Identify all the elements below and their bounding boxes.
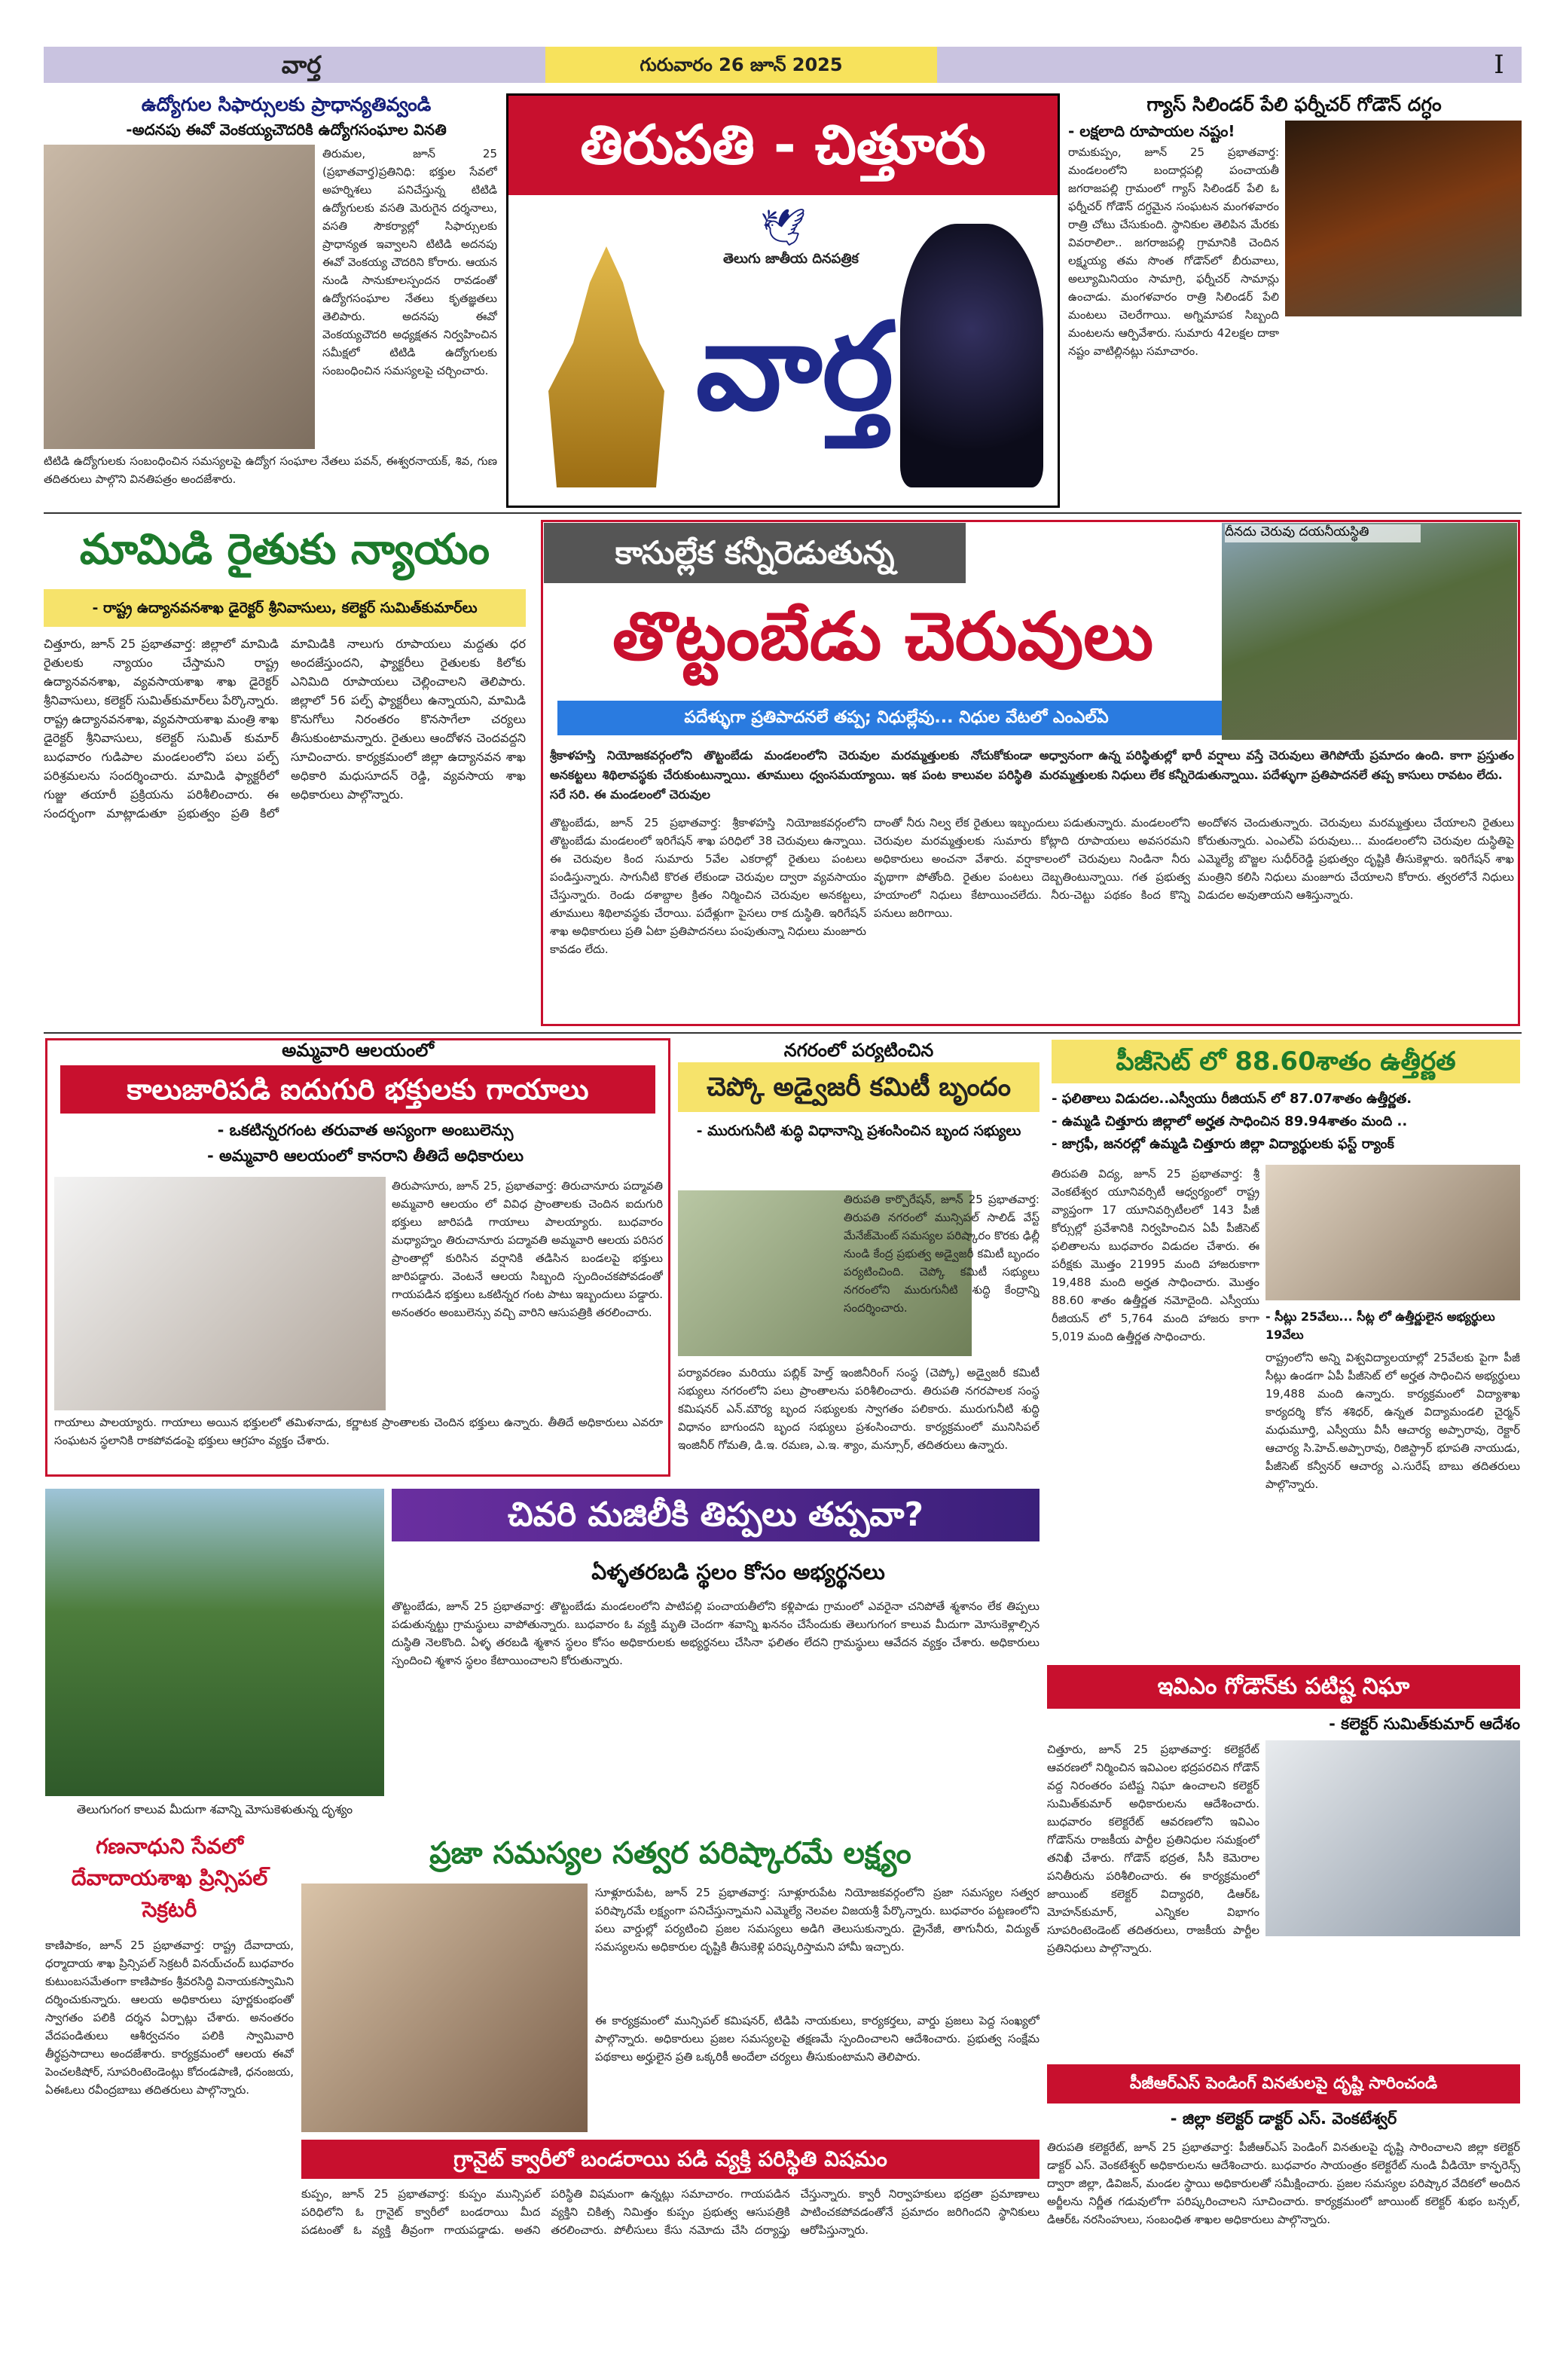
story4-intro2: అధ్వానంగా ఉన్న పరిస్థితుల్లో భారీ వర్షాలు వస్తే చెరువులు తెగిపోయే ప్రమాదం ఉంది. కాగా ప్రస్తుతం మరమ్మత్తులకు నిధులు లేక కన్నీరెడుతున్నాయి. పదేళ్ళుగా ప్రతిపాదనలే తప్ప కాసులు రావటం లేదు. — [1040, 748, 1514, 782]
story7-bullet2: - ఉమ్మడి చిత్తూరు జిల్లాలో అర్హత సాధించిన 89.94శాతం మంది .. — [1052, 1114, 1408, 1129]
divider — [44, 1032, 1522, 1034]
story10-subhead: - జిల్లా కలెక్టర్ డాక్టర్ ఎస్. వెంకటేశ్వర్ — [1170, 2110, 1397, 2128]
page-number: I — [1494, 50, 1504, 80]
story6-bullet: - మురుగునీటి శుద్ధి విధానాన్ని ప్రశంసించిన బృంద సభ్యులు — [696, 1123, 1021, 1139]
divider — [44, 512, 1522, 514]
story7-bullet1: - ఫలితాలు విడుదల..ఎస్వీయు రీజియన్ లో 87.07శాతం ఉత్తీర్ణత. — [1052, 1091, 1412, 1107]
story4-headline: తొట్టంబేడు చెరువులు — [612, 597, 1154, 675]
story5-bullet1: - ఒకటిన్నరగంట తరువాత అస్యంగా అంబులెన్సు — [217, 1121, 514, 1139]
deity-image — [900, 224, 1043, 487]
header-date: గురువారం 26 జూన్ 2025 — [545, 47, 937, 83]
story8-headline: చివరి మజిలీకి తిప్పలు తప్పవా? — [392, 1489, 1040, 1541]
story7-bullet3: - జాగ్రఫీ, జనరల్లో ఉమ్మడి చిత్తూరు జిల్లా విద్యార్థులకు ఫస్ట్ ర్యాంక్ — [1052, 1136, 1394, 1152]
masthead-tagline: తెలుగు జాతీయ దినపత్రిక — [723, 251, 859, 267]
story3-subhead: - రాష్ట్ర ఉద్యానవనశాఖ డైరెక్టర్ శ్రీనివాసులు, కలెక్టర్ సుమిత్‌కుమార్‌లు — [44, 589, 526, 627]
story9-body: చిత్తూరు, జూన్ 25 ప్రభాతవార్త: కలెక్టరేట్ ఆవరణలో నిర్మించిన ఇవిఎంల భద్రపరచిన గోడౌన్ వద్ద నిరంతరం పటిష్ట నిఘా ఉంచాలని కలెక్టర్ సుమిత్‌కుమార్ అధికారులను ఆదేశించారు. బుధవారం కలెక్టరేట్ ఆవరణలోని ఇవిఎం గోడౌన్‌ను రాజకీయ పార్టీల ప్రతినిధుల సమక్షంలో తనిఖీ చేశారు. గోడౌన్ భద్రత, సీసీ కెమెరాల పనితీరును పరిశీలించారు. ఈ కార్యక్రమంలో జాయింట్ కలెక్టర్ విద్యాధరి, డిఆర్‌ఓ మోహన్‌కుమార్, ఎన్నికల విభాగం సూపరింటెండెంట్ తదితరులు, రాజకీయ పార్టీల ప్రతినిధులు పాల్గొన్నారు. — [1047, 1743, 1259, 1955]
story9-photo — [1265, 1740, 1520, 1936]
story7-body2: రాష్ట్రంలోని అన్ని విశ్వవిద్యాలయాల్లో 25వేలకు పైగా పీజీ సీట్లు ఉండగా ఏపీ పీజీసెట్ లో అర్హత సాధించిన అభ్యర్థులు 19,488 మంది ఉన్నారు. కార్యక్రమంలో విద్యాశాఖ కార్యదర్శి కోన శశిధర్, ఉన్నత విద్యామండలి చైర్మన్ మధుమూర్తి, ఎస్వీయు వీసీ ఆచార్య అప్పారావు, రెక్టార్ ఆచార్య సి.హెచ్.అప్పారావు, రిజిస్ట్రార్ భూపతి నాయుడు, పీజీసెట్ కన్వీనర్ ఆచార్య ఎ.సురేష్ బాబు తదితరులు పాల్గొన్నారు. — [1265, 1351, 1520, 1491]
story4-photo-caption: దీనదు చెరువు దయనీయస్థితి — [1225, 524, 1421, 542]
dove-logo-icon: 🕊 — [760, 206, 807, 249]
story1-body2: టిటిడి ఉద్యోగులకు సంబంధించిన సమస్యలపై ఉద్యోగ సంఘాల నేతలు పవన్, ఈశ్వరనాయక్, శివ, గుణ తదితరులు పాల్గొని వినతిపత్రం అందజేశారు. — [44, 454, 497, 486]
story6-label: నగరంలో పర్యటించిన — [783, 1040, 934, 1061]
story3-body: చిత్తూరు, జూన్ 25 ప్రభాతవార్త: జిల్లాలో మామిడి రైతులకు న్యాయం చేస్తామని రాష్ట్ర ఉద్యానవనశాఖ, వ్యవసాయశాఖ శాఖ డైరెక్టర్ శ్రీనివాసులు, కలెక్టర్ సుమిత్‌కుమార్‌లు పేర్కొన్నారు. రాష్ట్ర ఉద్యానవనశాఖ, వ్యవసాయశాఖ మంత్రి శాఖ డైరెక్టర్ శ్రీనివాసులు, కలెక్టర్ సుమిత్ కుమార్ బుధవారం గుడిపాల మండలంలోని పలు పల్ప్ పరిశ్రమలను సందర్శించారు. మామిడి ఫ్యాక్టరీలో గుజ్జు తయారీ ప్రక్రియను పరిశీలించారు. ఈ సందర్భంగా మాట్లాడుతూ ప్రభుత్వం ప్రతి కిలో మామిడికి నాలుగు రూపాయలు మద్దతు ధర అందజేస్తుందని, ఫ్యాక్టరీలు రైతులకు కిలోకు ఎనిమిది రూపాయలు చెల్లించాలని తెలిపారు. జిల్లాలో 56 పల్ప్ ఫ్యాక్టరీలు ఉన్నాయని, మామిడి కొనుగోలు నిరంతరం కొనసాగేలా చర్యలు తీసుకుంటామన్నారు. రైతులు ఆందోళన చెందవద్దని సూచించారు. కార్యక్రమంలో జిల్లా ఉద్యానవన శాఖ అధికారి మధుసూదన్ రెడ్డి, వ్యవసాయ శాఖ అధికారులు పాల్గొన్నారు. — [44, 637, 526, 820]
masthead-region-title: తిరుపతి - చిత్తూరు — [580, 113, 986, 176]
story2-subhead: - లక్షలాది రూపాయల నష్టం! — [1068, 122, 1235, 140]
story12-headline: ప్రజా సమస్యల సత్వర పరిష్కారమే లక్ష్యం — [429, 1836, 911, 1871]
story11-body: కాణిపాకం, జూన్ 25 ప్రభాతవార్త: రాష్ట్ర దేవాదాయ, ధర్మాదాయ శాఖ ప్రిన్సిపల్ సెక్రటరీ వినయ్‌చంద్ బుధవారం కుటుంబసమేతంగా కాణిపాకం శ్రీవరసిద్ధి వినాయకస్వామిని దర్శించుకున్నారు. ఆలయ అధికారులు పూర్ణకుంభంతో స్వాగతం పలికి దర్శన ఏర్పాట్లు చేశారు. అనంతరం వేదపండితులు ఆశీర్వచనం పలికి స్వామివారి తీర్థప్రసాదాలు అందజేశారు. కార్యక్రమంలో ఆలయ ఈవో పెంచలకిషోర్, సూపరింటెండెంట్లు కోదండపాణి, ధనంజయ, ఏఈఓలు రవీంద్రబాబు తదితరులు పాల్గొన్నారు. — [45, 1939, 294, 2097]
story7-body: తిరుపతి విద్య, జూన్ 25 ప్రభాతవార్త: శ్రీ వెంకటేశ్వర యూనివర్సిటీ ఆధ్వర్యంలో రాష్ట్ర వ్యాప్తంగా 17 యూనివర్సిటీలలో 143 పీజీ కోర్సుల్లో ప్రవేశానికి నిర్వహించిన ఏపీ పీజీసెట్ ఫలితాలను బుధవారం విడుదల చేశారు. ఈ పరీక్షకు మొత్తం 21995 మంది హాజరుకాగా 19,488 మంది అర్హత సాధించారు. మొత్తం 88.60 శాతం ఉత్తీర్ణత నమోదైంది. ఎస్వీయు రీజియన్ లో 5,764 మంది హాజరు కాగా 5,019 మంది ఉత్తీర్ణత సాధించారు. — [1052, 1167, 1259, 1343]
story8-subhead: ఏళ్ళతరబడి స్థలం కోసం అభ్యర్థనలు — [591, 1560, 885, 1584]
story12-body2: ఈ కార్యక్రమంలో మున్సిపల్ కమిషనర్, టిడిపి నాయకులు, కార్యకర్తలు, వార్డు ప్రజలు పెద్ద సంఖ్యలో పాల్గొన్నారు. అధికారులు ప్రజల సమస్యలపై తక్షణమే స్పందించాలని ఆదేశించారు. ప్రభుత్వ సంక్షేమ పథకాలు అర్హులైన ప్రతి ఒక్కరికీ అందేలా చర్యలు తీసుకుంటామని తెలిపారు. — [595, 2014, 1040, 2064]
temple-gopuram — [524, 246, 689, 487]
story5-body: తిరుపాసూరు, జూన్ 25, ప్రభాతవార్త: తిరుచానూరు పద్మావతి అమ్మవారి ఆలయం లో వివిధ ప్రాంతాలకు చెందిన ఐదుగురి భక్తులు జారిపడి గాయాలు పాలయ్యారు. బుధవారం మధ్యాహ్నం తిరుచానూరు పద్మావతి అమ్మవారి ఆలయ పరిసర ప్రాంతాల్లో కురిసిన వర్షానికి తడిసిన బండలపై భక్తులు జారిపడ్డారు. వెంటనే ఆలయ సిబ్బంది స్పందించకపోవడంతో గాయపడిన భక్తులు ఒకటిన్నర గంట పాటు ఇబ్బందులు పడ్డారు. అనంతరం అంబులెన్సు వచ్చి వారిని ఆసుపత్రికి తరలించారు. — [392, 1179, 663, 1319]
story4-kicker: కాసుల్లేక కన్నీరెడుతున్న — [544, 523, 966, 583]
story9-subhead: - కలెక్టర్ సుమిత్‌కుమార్ ఆదేశం — [1329, 1715, 1520, 1733]
story6-headline: చెప్కో అడ్వైజరీ కమిటీ బృందం — [678, 1062, 1040, 1112]
story10-headline: పీజీఆర్ఎస్ పెండింగ్ వినతులపై దృష్టి సారించండి — [1047, 2064, 1520, 2104]
story4-body2: దాంతో నీరు నిల్వ లేక రైతులు ఇబ్బందులు పడుతున్నారు. మండలంలోని చెరువుల మరమ్మత్తులకు సుమారు కోట్లాది రూపాయలు అవసరమని అధికారులు అంచనా వేశారు. వర్షాకాలంలో చెరువులు నిండినా నీరు వృథాగా పోతోంది. రైతుల పంటలు దెబ్బతింటున్నాయి. గత ప్రభుత్వ హయాంలో నిధులు కేటాయించలేదు. నీరు-చెట్టు పథకం కింద కొన్ని పనులు జరిగాయి. — [874, 816, 1190, 920]
story4-body3: అందోళన చెందుతున్నారు. చెరువులు మరమ్మత్తులు చేయాలని రైతులు కోరుతున్నారు. ఎంఎల్‌ఏ పరువులు... మండలంలోని చెరువుల దుస్థితిపై ఎమ్మెల్యే బొజ్జల సుధీర్‌రెడ్డి ప్రభుత్వం దృష్టికి తీసుకెళ్లారు. ఇరిగేషన్ శాఖ మంత్రిని కలిసి నిధులు మంజూరు చేయాలని కోరారు. త్వరలోనే నిధులు విడుదల అవుతాయని ఆశిస్తున్నారు. — [1198, 816, 1514, 902]
story12-body: సూళ్లూరుపేట, జూన్ 25 ప్రభాతవార్త: సూళ్లూరుపేట నియోజకవర్గంలోని ప్రజా సమస్యల సత్వర పరిష్కారమే లక్ష్యంగా పనిచేస్తున్నామని ఎమ్మెల్యే నెలవల విజయశ్రీ పేర్కొన్నారు. బుధవారం పట్టణంలోని పలు వార్డుల్లో పర్యటించి ప్రజల సమస్యలు అడిగి తెలుసుకున్నారు. డ్రైనేజీ, తాగునీరు, విద్యుత్ సమస్యలను అధికారుల దృష్టికి తీసుకెళ్లి పరిష్కరిస్తామని హామీ ఇచ్చారు. — [595, 1886, 1040, 1954]
story8-canal-photo — [45, 1489, 384, 1796]
story4-deck: పదేళ్ళుగా ప్రతిపాదనలే తప్ప; నిధుల్లేవు... నిధుల వేటలో ఎంఎల్ఏ — [557, 701, 1235, 735]
story12-photo — [301, 1884, 588, 2132]
story5-ambulance-photo — [54, 1177, 386, 1410]
story5-body2: గాయాలు పాలయ్యారు. గాయాలు అయిన భక్తులలో తమిళనాడు, కర్ణాటక ప్రాంతాలకు చెందిన భక్తులు ఉన్నారు. తీతిదే అధికారులు ఎవరూ సంఘటన స్థలానికి రాకపోవడంపై భక్తులు ఆగ్రహం వ్యక్తం చేశారు. — [54, 1416, 663, 1447]
story7-headline: పీజీసెట్ లో 88.60శాతం ఉత్తీర్ణత — [1052, 1040, 1520, 1083]
story3-headline: మామిడి రైతుకు న్యాయం — [79, 525, 490, 574]
story7-sub2: - సీట్లు 25వేలు... సీట్ల లో ఉత్తీర్ణులైన అభ్యర్థులు 19వేలు — [1265, 1309, 1495, 1342]
story4-intro: శ్రీకాళహస్తి నియోజకవర్గంలోని తొట్టంబేడు మండలంలోని చెరువుల మరమ్మత్తులకు నోచుకోకుండా అనకట్టలు శిథిలావస్థకు చేరుకుంటున్నాయి. తూములు ధ్వంసమయ్యాయి. ఇక పంట కాలువల పరిస్థితి సరే సరి. ఈ మండలంలో చెరువుల — [550, 748, 1032, 802]
story1-subhead: -అదనపు ఈవో వెంకయ్యచౌదరికి ఉద్యోగసంఘాల వినతి — [126, 121, 447, 139]
story1-body: తిరుమల, జూన్ 25 (ప్రభాతవార్త)ప్రతినిధి: భక్తుల సేవలో అహర్నిశలు పనిచేస్తున్న టిటిడి ఉద్యోగులకు వసతి మెరుగైన దర్శనాలు, వసతి సౌకర్యాల్లో సిఫార్సులకు ప్రాధాన్యత ఇవ్వాలని టిటిడి అదనపు ఈవో వెంకయ్య చౌదరిని కోరారు. ఆయన నుండి సానుకూలస్పందన రావడంతో ఉద్యోగసంఘాల నేతలు కృతజ్ఞతలు తెలిపారు. అదనపు ఈవో వెంకయ్యచౌదరి అధ్యక్షతన నిర్వహించిన సమీక్షలో టిటిడి ఉద్యోగులకు సంబంధించిన సమస్యలపై చర్చించారు. — [322, 147, 497, 377]
story6-body: తిరుపతి కార్పొరేషన్, జూన్ 25 ప్రభాతవార్త: తిరుపతి నగరంలో మున్సిపల్ సాలిడ్ వేస్ట్ మేనేజ్‌మెంట్ సమస్యల పరిష్కారం కొరకు ఢిల్లీ నుండి కేంద్ర ప్రభుత్వ అడ్వైజరీ కమిటీ బృందం పర్యటించింది. చెప్కో కమిటీ సభ్యులు నగరంలోని మురుగునీటి శుద్ధి కేంద్రాన్ని సందర్శించారు. — [844, 1193, 1040, 1315]
story4-pond-photo — [1222, 523, 1517, 740]
story2-headline: గ్యాస్ సిలిండర్ పేలి ఫర్నీచర్ గోడౌన్ దగ్ధం — [1146, 93, 1442, 115]
story5-bullet2: - అమ్మవారి ఆలయంలో కానరాని తీతిదే అధికారులు — [206, 1147, 524, 1165]
story7-photo — [1265, 1165, 1520, 1300]
story5-headline: కాలుజారిపడి ఐదుగురి భక్తులకు గాయాలు — [60, 1065, 655, 1114]
story11-headline: గణనాధుని సేవలో దేవాదాయశాఖ ప్రిన్సిపల్ సెక్రటరీ — [71, 1834, 268, 1922]
masthead-logo: వార్త — [695, 296, 894, 437]
story2-body: రామకుప్పం, జూన్ 25 ప్రభాతవార్త: మండలంలోని బందార్లపల్లి పంచాయతీ జగరాజపల్లి గ్రామంలో గ్యాస్ సిలిండర్ పేలి ఓ ఫర్నీచర్ గోడౌన్ దగ్ధమైన సంఘటన మంగళవారం రాత్రి చోటు చేసుకుంది. స్థానికుల తెలిపిన మేరకు వివరాలిలా.. జగరాజపల్లి గ్రామానికి చెందిన లక్ష్మయ్య తమ సొంత గోడౌన్‌లో బీరువాలు, అల్యూమినియం సామాగ్రి, ఫర్నీచర్ సామాన్లు ఉంచాడు. మంగళవారం రాత్రి సిలిండర్ పేలి మంటలు చెలరేగాయి. అగ్నిమాపక సిబ్బంది మంటలను ఆర్పివేశారు. సుమారు 42లక్షల దాకా నష్టం వాటిల్లినట్లు సమాచారం. — [1068, 145, 1279, 358]
story6-body2: పర్యావరణం మరియు పబ్లిక్ హెల్త్ ఇంజినీరింగ్ సంస్థ (చెప్కో) అడ్వైజరీ కమిటీ సభ్యులు నగరంలోని పలు ప్రాంతాలను పరిశీలించారు. తిరుపతి నగరపాలక సంస్థ కమిషనర్ ఎన్.మౌర్య బృంద సభ్యులకు స్వాగతం పలికారు. మురుగునీటి శుద్ధి విధానం బాగుందని బృంద సభ్యులు ప్రశంసించారు. కార్యక్రమంలో మునిసిపల్ ఇంజినీర్ గోమతి, డి.ఇ. రమణ, ఎ.ఇ. శ్యాం, మన్సూర్, తదితరులు ఉన్నారు. — [678, 1366, 1040, 1452]
story8-body: తొట్టంబేడు, జూన్ 25 ప్రభాతవార్త: తొట్టంబేడు మండలంలోని పాటిపల్లి పంచాయతీలోని కళ్లిపాడు గ్రామంలో ఎవరైనా చనిపోతే శ్మశానం లేక తిప్పలు పడుతున్నట్టు గ్రామస్థులు వాపోతున్నారు. బుధవారం ఓ వ్యక్తి మృతి చెందగా శవాన్ని ఖననం చేసేందుకు తెలుగుగంగ కాలువ మీదుగా మోసుకెళ్లాల్సిన దుస్థితి నెలకొంది. ఏళ్ళ తరబడి శ్మశాన స్థలం కోసం అధికారులకు అభ్యర్థనలు చేసినా ఫలితం లేదని గ్రామస్థులు ఆవేదన వ్యక్తం చేశారు. అధికారులు స్పందించి శ్మశాన స్థలం కేటాయించాలని కోరుతున్నారు. — [392, 1599, 1040, 1667]
story1-headline: ఉద్యోగుల సిఫార్సులకు ప్రాధాన్యతివ్వండి — [141, 93, 432, 115]
story4-body: తొట్టంబేడు, జూన్ 25 ప్రభాతవార్త: శ్రీకాళహస్తి నియోజకవర్గంలోని తొట్టంబేడు మండలంలో ఇరిగేషన్ శాఖ పరిధిలో 38 చెరువులు ఉన్నాయి. ఈ చెరువుల కింద సుమారు 5వేల ఎకరాల్లో రైతులు పంటలు పండిస్తున్నారు. సాగునీటి కొరత లేకుండా చెరువుల ద్వారా వ్యవసాయం చేస్తున్నారు. రెండు దశాబ్దాల క్రితం నిర్మించిన చెరువుల అనకట్టలు, తూములు శిథిలావస్థకు చేరాయి. పదేళ్లుగా పైసలు రాక దుస్థితి. ఇరిగేషన్ శాఖ అధికారులు ప్రతి ఏటా ప్రతిపాదనలు పంపుతున్నా నిధులు మంజూరు కావడం లేదు. — [550, 816, 866, 956]
story5-label: అమ్మవారి ఆలయంలో — [282, 1040, 434, 1061]
story13-headline: గ్రానైట్ క్వారీలో బండరాయి పడి వ్యక్తి పరిస్థితి విషమం — [301, 2140, 1040, 2179]
story9-headline: ఇవిఎం గోడౌన్‌కు పటిష్ట నిఘా — [1047, 1665, 1520, 1709]
story1-photo — [44, 145, 315, 449]
story8-photo-caption: తెలుగుగంగ కాలువ మీదుగా శవాన్ని మోసుకెళుతున్న దృశ్యం — [76, 1802, 353, 1816]
story2-fire-photo — [1285, 121, 1522, 316]
story10-body: తిరుపతి కలెక్టరేట్, జూన్ 25 ప్రభాతవార్త: పీజీఆర్ఎస్ పెండింగ్ వినతులపై దృష్టి సారించాలని జిల్లా కలెక్టర్ డాక్టర్ ఎస్. వెంకటేశ్వర్ అధికారులను ఆదేశించారు. బుధవారం సాయంత్రం కలెక్టరేట్ నుండి వీడియో కాన్ఫరెన్స్ ద్వారా జిల్లా, డివిజన్, మండల స్థాయి అధికారులతో సమీక్షించారు. ప్రజల సమస్యల పరిష్కార వేదికలో అందిన అర్జీలను నిర్ణీత గడువులోగా పరిష్కరించాలని సూచించారు. కార్యక్రమంలో జాయింట్ కలెక్టర్ శుభం బన్సల్, డిఆర్‌ఓ నరసింహులు, సంబంధిత శాఖల అధికారులు పాల్గొన్నారు. — [1047, 2140, 1520, 2226]
header-paper-name: వార్త — [281, 50, 322, 79]
story13-body: కుప్పం, జూన్ 25 ప్రభాతవార్త: కుప్పం మున్సిపల్ పరిధిలోని ఓ గ్రానైట్ క్వారీలో బండరాయి మీద పడటంతో ఓ వ్యక్తి తీవ్రంగా గాయపడ్డాడు. అతని పరిస్థితి విషమంగా ఉన్నట్లు సమాచారం. గాయపడిన వ్యక్తిని చికిత్స నిమిత్తం కుప్పం ప్రభుత్వ ఆసుపత్రికి తరలించారు. పోలీసులు కేసు నమోదు చేసి దర్యాప్తు చేస్తున్నారు. క్వారీ నిర్వాహకులు భద్రతా ప్రమాణాలు పాటించకపోవడంతోనే ప్రమాదం జరిగిందని స్థానికులు ఆరోపిస్తున్నారు. — [301, 2187, 1040, 2237]
masthead — [506, 93, 1060, 508]
